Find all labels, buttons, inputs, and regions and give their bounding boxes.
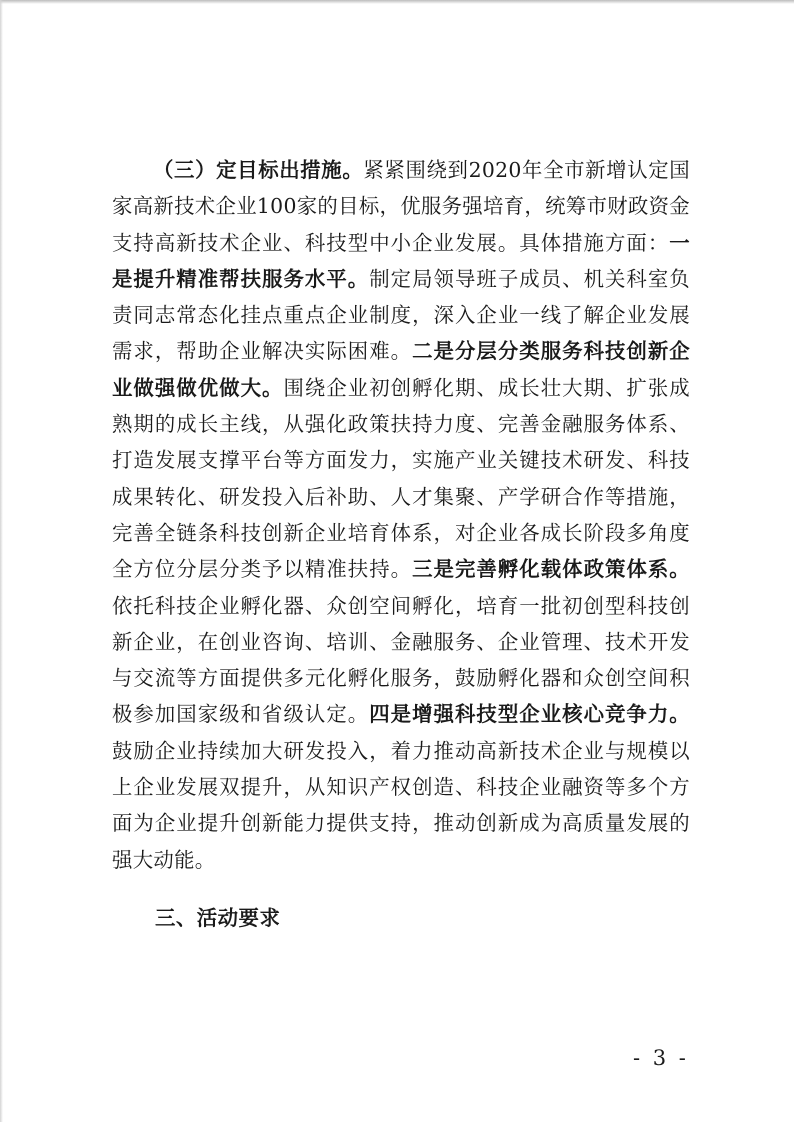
measure-two-text: 围绕企业初创孵化期、成长壮大期、扩张成熟期的成长主线，从强化政策扶持力度、完善金融服务体系、打造发展支撑平台等方面发力，实施产业关键技术研发、科技成果转化、研发投入后补助、人才集聚、产学研合作等措施，完善全链条科技创新企业培育体系，对企业各成长阶段多角度全方位分层分类予以精准扶持。: [112, 375, 690, 582]
measure-four-text: 鼓励企业持续加大研发投入，着力推动高新技术企业与规模以上企业发展双提升，从知识产权创造、科技企业融资等多个方面为企业提升创新能力提供支持，推动创新成为高质量发展的强大动能。: [112, 738, 690, 872]
measure-two-heading: 二是分层分类服务科技创新企业做强做优做大。: [112, 339, 690, 400]
measure-three-heading: 三是完善孵化载体政策体系。: [412, 557, 690, 582]
scan-top-edge: [0, 0, 794, 4]
measures-heading: （三）定目标出措施。: [153, 158, 364, 182]
measure-three-text: 依托科技企业孵化器、众创空间孵化，培育一批初创型科技创新企业，在创业咨询、培训、金融服务、企业管理、技术开发与交流等方面提供多元化孵化服务，鼓励孵化器和众创空间积极参加国家级和省级认定。: [112, 593, 690, 727]
section-heading: 三、活动要求: [155, 906, 281, 930]
measure-one-heading: 一是提升精准帮扶服务水平。: [112, 230, 690, 291]
measure-one-text: 制定局领导班子成员、机关科室负责同志常态化挂点重点企业制度，深入企业一线了解企业发展需求，帮助企业解决实际困难。: [112, 266, 690, 364]
scan-left-edge: [0, 0, 3, 1122]
page-number: - 3 -: [633, 1046, 689, 1070]
measure-four-heading: 四是增强科技型企业核心竞争力。: [369, 702, 690, 727]
measures-intro-text: 紧紧围绕到2020年全市新增认定国家高新技术企业100家的目标，优服务强培育，统筹市财政资金支持高新技术企业、科技型中小企业发展。具体措施方面：: [112, 158, 690, 255]
body-text: [112, 152, 690, 878]
measures-paragraph: [112, 152, 690, 878]
